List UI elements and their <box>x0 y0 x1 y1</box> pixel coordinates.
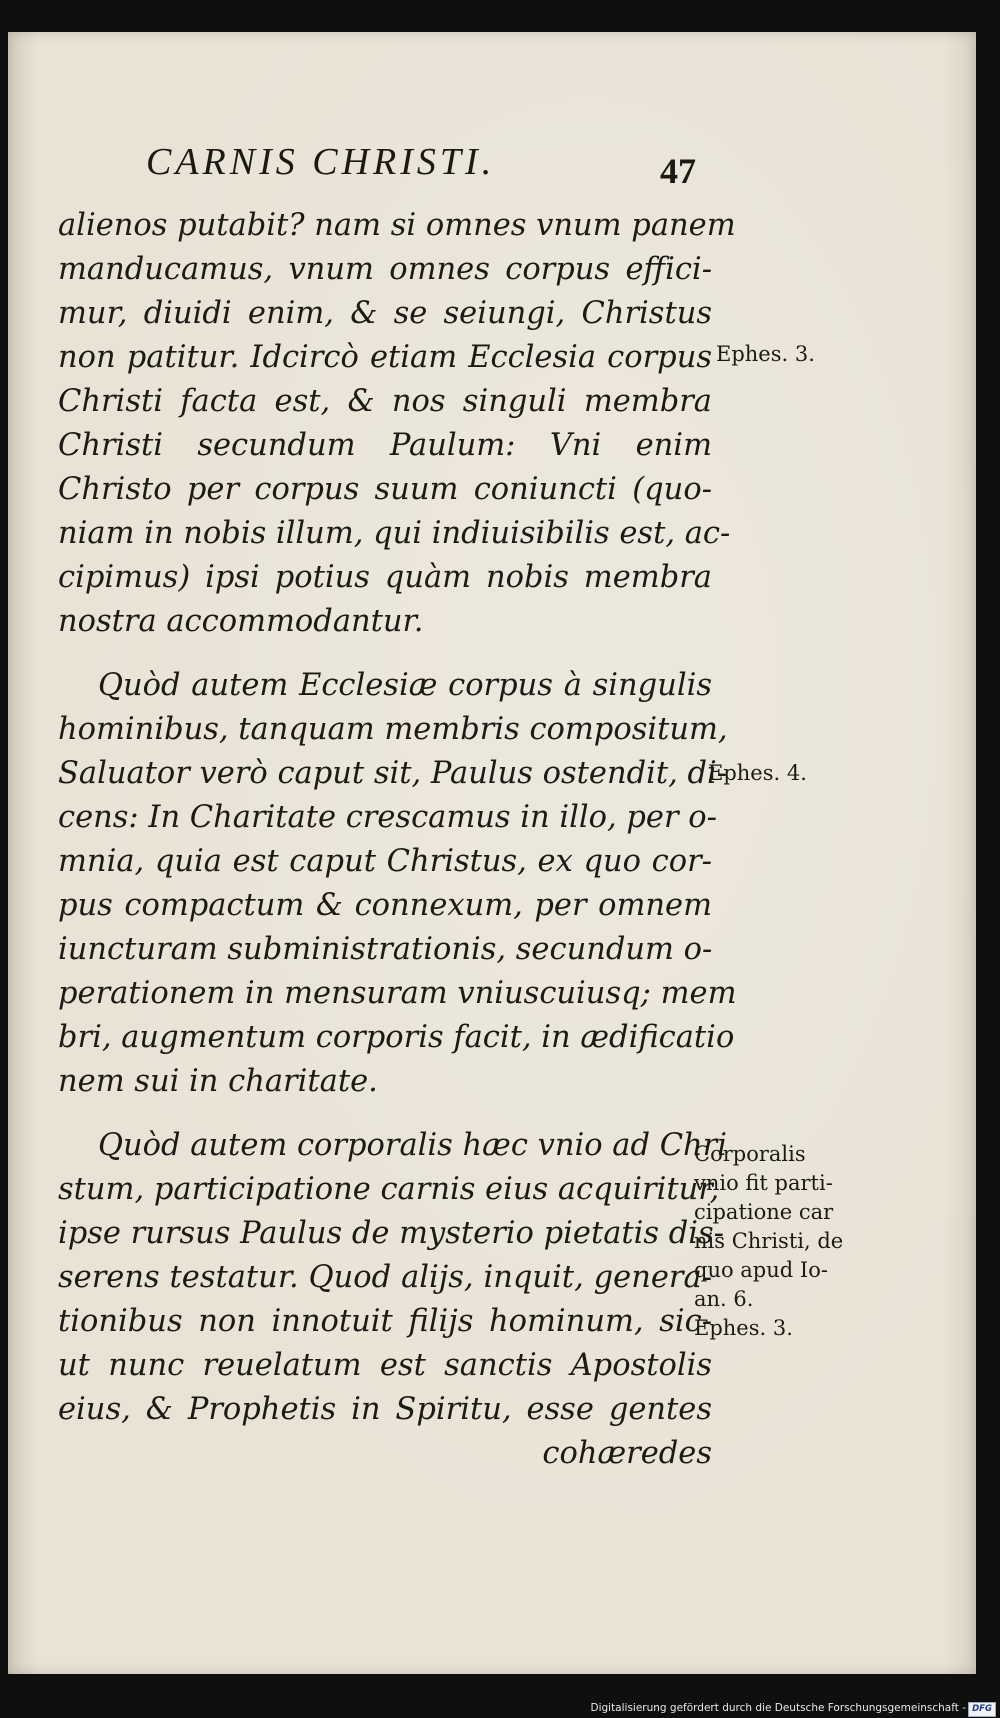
text-line: ipse rursus Paulus de mysterio pietatis dis- <box>58 1216 724 1251</box>
text-line: nem sui in charitate. <box>58 1064 378 1099</box>
text-line: alienos putabit? nam si omnes vnum panem <box>58 208 736 243</box>
text-line: cens: In Charitate crescamus in illo, per o- <box>58 800 717 835</box>
text-line: bri, augmentum corporis facit, in ædificatio <box>58 1020 735 1055</box>
margin-note-line: quo apud Io- <box>694 1258 828 1282</box>
text-line: Christo per corpus suum coniuncti (quo- <box>58 472 712 507</box>
text-line: cipimus) ipsi potius quàm nobis membra <box>58 560 712 595</box>
text-line: nostra accommodantur. <box>58 604 424 639</box>
text-line: ut nunc reuelatum est sanctis Apostolis <box>58 1348 712 1383</box>
margin-note-ephes-3 <box>716 340 815 369</box>
text-line: Quòd autem corporalis hæc vnio ad Chri <box>98 1128 728 1163</box>
text-line: Christi secundum Paulum: Vni enim <box>58 428 712 463</box>
margin-note-corporalis <box>694 1140 843 1343</box>
text-line: stum, participatione carnis eius acquiritur, <box>58 1172 720 1207</box>
margin-note-line: Ephes. 4. <box>708 761 807 785</box>
text-line: manducamus, vnum omnes corpus effici- <box>58 252 712 287</box>
text-line: perationem in mensuram vniuscuiusq; mem <box>58 976 737 1011</box>
text-line: non patitur. Idcircò etiam Ecclesia corpus <box>58 340 712 375</box>
text-line: eius, & Prophetis in Spiritu, esse gentes <box>58 1392 712 1427</box>
margin-note-line: Corporalis <box>694 1142 806 1166</box>
text-line: mnia, quia est caput Christus, ex quo cor- <box>58 844 712 879</box>
margin-note-line: Ephes. 3. <box>694 1316 793 1340</box>
dfg-logo: DFG <box>968 1702 996 1717</box>
book-page <box>8 32 976 1674</box>
funding-credit: Digitalisierung gefördert durch die Deutsche Forschungsgemeinschaft - <box>590 1702 966 1714</box>
text-line: Quòd autem Ecclesiæ corpus à singulis <box>98 668 712 703</box>
running-title: CARNIS CHRISTI. <box>146 141 496 183</box>
margin-note-line: Ephes. 3. <box>716 342 815 366</box>
text-line: tionibus non innotuit filijs hominum, sic- <box>58 1304 712 1339</box>
page-number: 47 <box>660 151 696 191</box>
paragraph-1 <box>58 204 736 644</box>
margin-note-line: vnio fit parti- <box>694 1171 833 1195</box>
paragraph-2 <box>58 664 737 1104</box>
margin-note-ephes-4 <box>708 759 807 788</box>
margin-note-line: nis Christi, de <box>694 1229 844 1253</box>
text-line: Saluator verò caput sit, Paulus ostendit, di- <box>58 756 728 791</box>
catchword: cohæredes <box>542 1436 712 1471</box>
text-line: iuncturam subministrationis, secundum o- <box>58 932 713 967</box>
margin-note-line: an. 6. <box>694 1287 754 1311</box>
text-line: pus compactum & connexum, per omnem <box>58 888 712 923</box>
text-line: mur, diuidi enim, & se seiungi, Christus <box>58 296 712 331</box>
text-line: hominibus, tanquam membris compositum, <box>58 712 728 747</box>
text-line: niam in nobis illum, qui indiuisibilis est, ac- <box>58 516 731 551</box>
text-line: serens testatur. Quod alijs, inquit, genera- <box>58 1260 712 1295</box>
margin-note-line: cipatione car <box>694 1200 834 1224</box>
text-line: Christi facta est, & nos singuli membra <box>58 384 712 419</box>
